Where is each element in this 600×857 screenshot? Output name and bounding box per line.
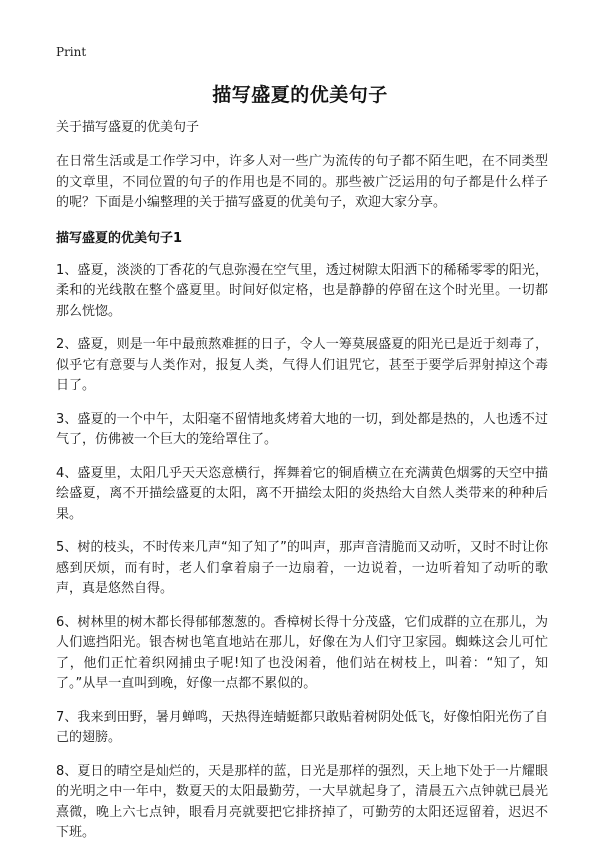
document-subtitle: 关于描写盛夏的优美句子: [56, 120, 200, 135]
intro-paragraph: 在日常生活或是工作学习中，许多人对一些广为流传的句子都不陌生吧，在不同类型的文章里，不同位置的句子的作用也是不同的。那些被广泛运用的句子都是什么样子的呢？下面是小编整理的关于描写盛夏的优美句子，欢迎大家分享。: [56, 154, 548, 210]
paragraph-4: 4、盛夏里，太阳几乎天天恣意横行，挥舞着它的铜盾横立在充满黄色烟雾的天空中描绘盛夏，离不开描绘盛夏的太阳，离不开描绘太阳的炎热给大自然人类带来的种种后果。: [56, 465, 548, 522]
paragraph-5: 5、树的枝头，不时传来几声“知了知了”的叫声，那声音清脆而又动听，又时不时让你感到厌烦，而有时，老人们拿着扇子一边扇着，一边说着，一边听着知了动听的歌声，真是悠然自得。: [56, 540, 548, 596]
paragraph-7: 7、我来到田野，暑月蝉鸣，天热得连蜻蜓都只敢贴着树阴处低飞，好像怕阳光伤了自己的翅膀。: [56, 709, 548, 745]
paragraph-1: 1、盛夏，淡淡的丁香花的气息弥漫在空气里，透过树隙太阳洒下的稀稀零零的阳光，柔和的光线散在整个盛夏里。时间好似定格，也是静静的停留在这个时光里。一切都那么恍惚。: [56, 262, 548, 319]
paragraph-3: 3、盛夏的一个中午，太阳毫不留情地炙烤着大地的一切，到处都是热的，人也透不过气了，仿佛被一个巨大的笼给罩住了。: [56, 411, 548, 447]
page-title: 描写盛夏的优美句子: [212, 84, 388, 106]
print-label[interactable]: Print: [56, 45, 87, 59]
paragraph-2: 2、盛夏，则是一年中最煎熬难捱的日子，令人一筹莫展盛夏的阳光已是近于刻毒了，似乎它有意要与人类作对，报复人类，气得人们诅咒它，甚至于要学后羿射掉这个毒日了。: [56, 337, 548, 393]
section-heading: 描写盛夏的优美句子1: [56, 230, 183, 246]
paragraph-8: 8、夏日的晴空是灿烂的，天是那样的蓝，日光是那样的强烈，天上地下处于一片耀眼的光明之中一年中，数夏天的太阳最勤劳，一大早就起身了，清晨五六点钟就已晨光熹微，晚上六七点钟，眼看月亮就要把它排挤掉了，可勤劳的太阳还逗留着，迟迟不下班。: [56, 763, 548, 840]
paragraph-6: 6、树林里的树木都长得郁郁葱葱的。香樟树长得十分茂盛，它们成群的立在那儿，为人们遮挡阳光。银杏树也笔直地站在那儿，好像在为人们守卫家园。蜘蛛这会儿可忙了，他们正忙着织网捕虫子呢!知了也没闲着，他们站在树枝上，叫着：“知了，知了。”从早一直叫到晚，好像一点都不累似的。: [56, 614, 548, 691]
document-body: [56, 118, 548, 857]
